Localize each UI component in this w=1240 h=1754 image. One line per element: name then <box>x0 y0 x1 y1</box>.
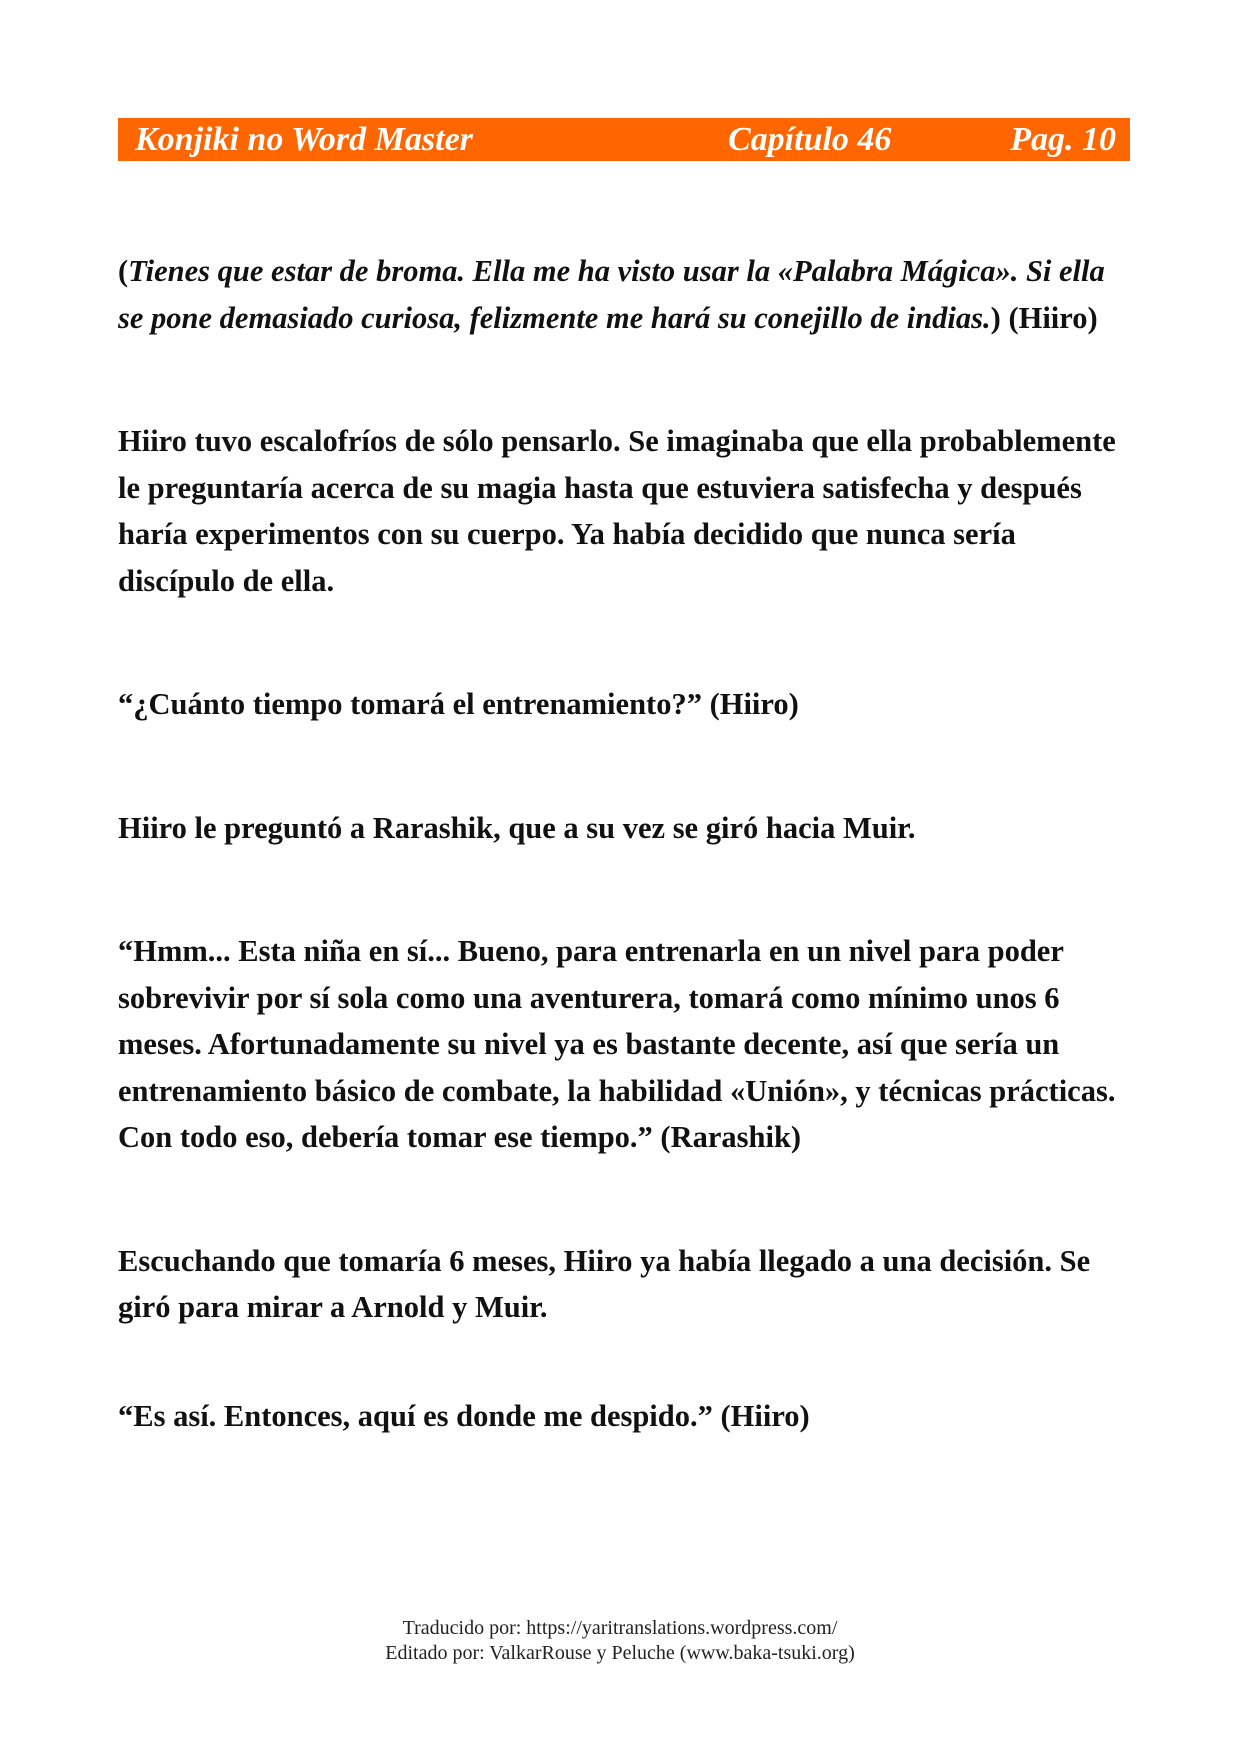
chapter-label: Capítulo 46 <box>728 121 892 158</box>
page-footer <box>0 1616 1240 1666</box>
page-header <box>118 118 1130 161</box>
paragraph-thought <box>118 248 1123 341</box>
page-body <box>118 248 1123 1439</box>
paragraph-dialogue: “Es así. Entonces, aquí es donde me despido.” (Hiiro) <box>118 1398 810 1433</box>
paragraph: Escuchando que tomaría 6 meses, Hiiro ya había llegado a una decisión. Se giró para mirar a Arnold y Muir. <box>118 1243 1091 1324</box>
paragraph: Hiiro tuvo escalofríos de sólo pensarlo. Se imaginaba que ella probablemente le preguntaría acerca de su magia hasta que estuviera satisfecha y después haría experimentos con su cuerpo. Ya había decidido que nunca sería discípulo de ella. <box>118 424 1116 598</box>
page-number: Pag. 10 <box>1010 121 1116 158</box>
paren-open: ( <box>118 254 129 288</box>
paragraph: Hiiro le preguntó a Rarashik, que a su vez se giró hacia Muir. <box>118 810 916 845</box>
speaker-tag: ) (Hiiro) <box>990 300 1098 335</box>
paragraph-dialogue: “Hmm... Esta niña en sí... Bueno, para entrenarla en un nivel para poder sobrevivir por sí sola como una aventurera, tomará como mínimo unos 6 meses. Afortunadamente su nivel ya es bastante decente, así que sería un entrenamiento básico de combate, la habilidad «Unión», y técnicas prácticas. Con todo eso, debería tomar ese tiempo.” (Rarashik) <box>118 934 1116 1154</box>
editor-credit: Editado por: ValkarRouse y Peluche (www.baka-tsuki.org) <box>385 1642 855 1664</box>
book-title: Konjiki no Word Master <box>135 121 473 158</box>
translator-credit: Traducido por: https://yaritranslations.wordpress.com/ <box>402 1617 838 1639</box>
thought-text: Tienes que estar de broma. Ella me ha visto usar la «Palabra Mágica». Si ella se pone demasiado curiosa, felizmente me hará su conejillo de indias. <box>118 254 1105 335</box>
paragraph-dialogue: “¿Cuánto tiempo tomará el entrenamiento?” (Hiiro) <box>118 687 799 721</box>
